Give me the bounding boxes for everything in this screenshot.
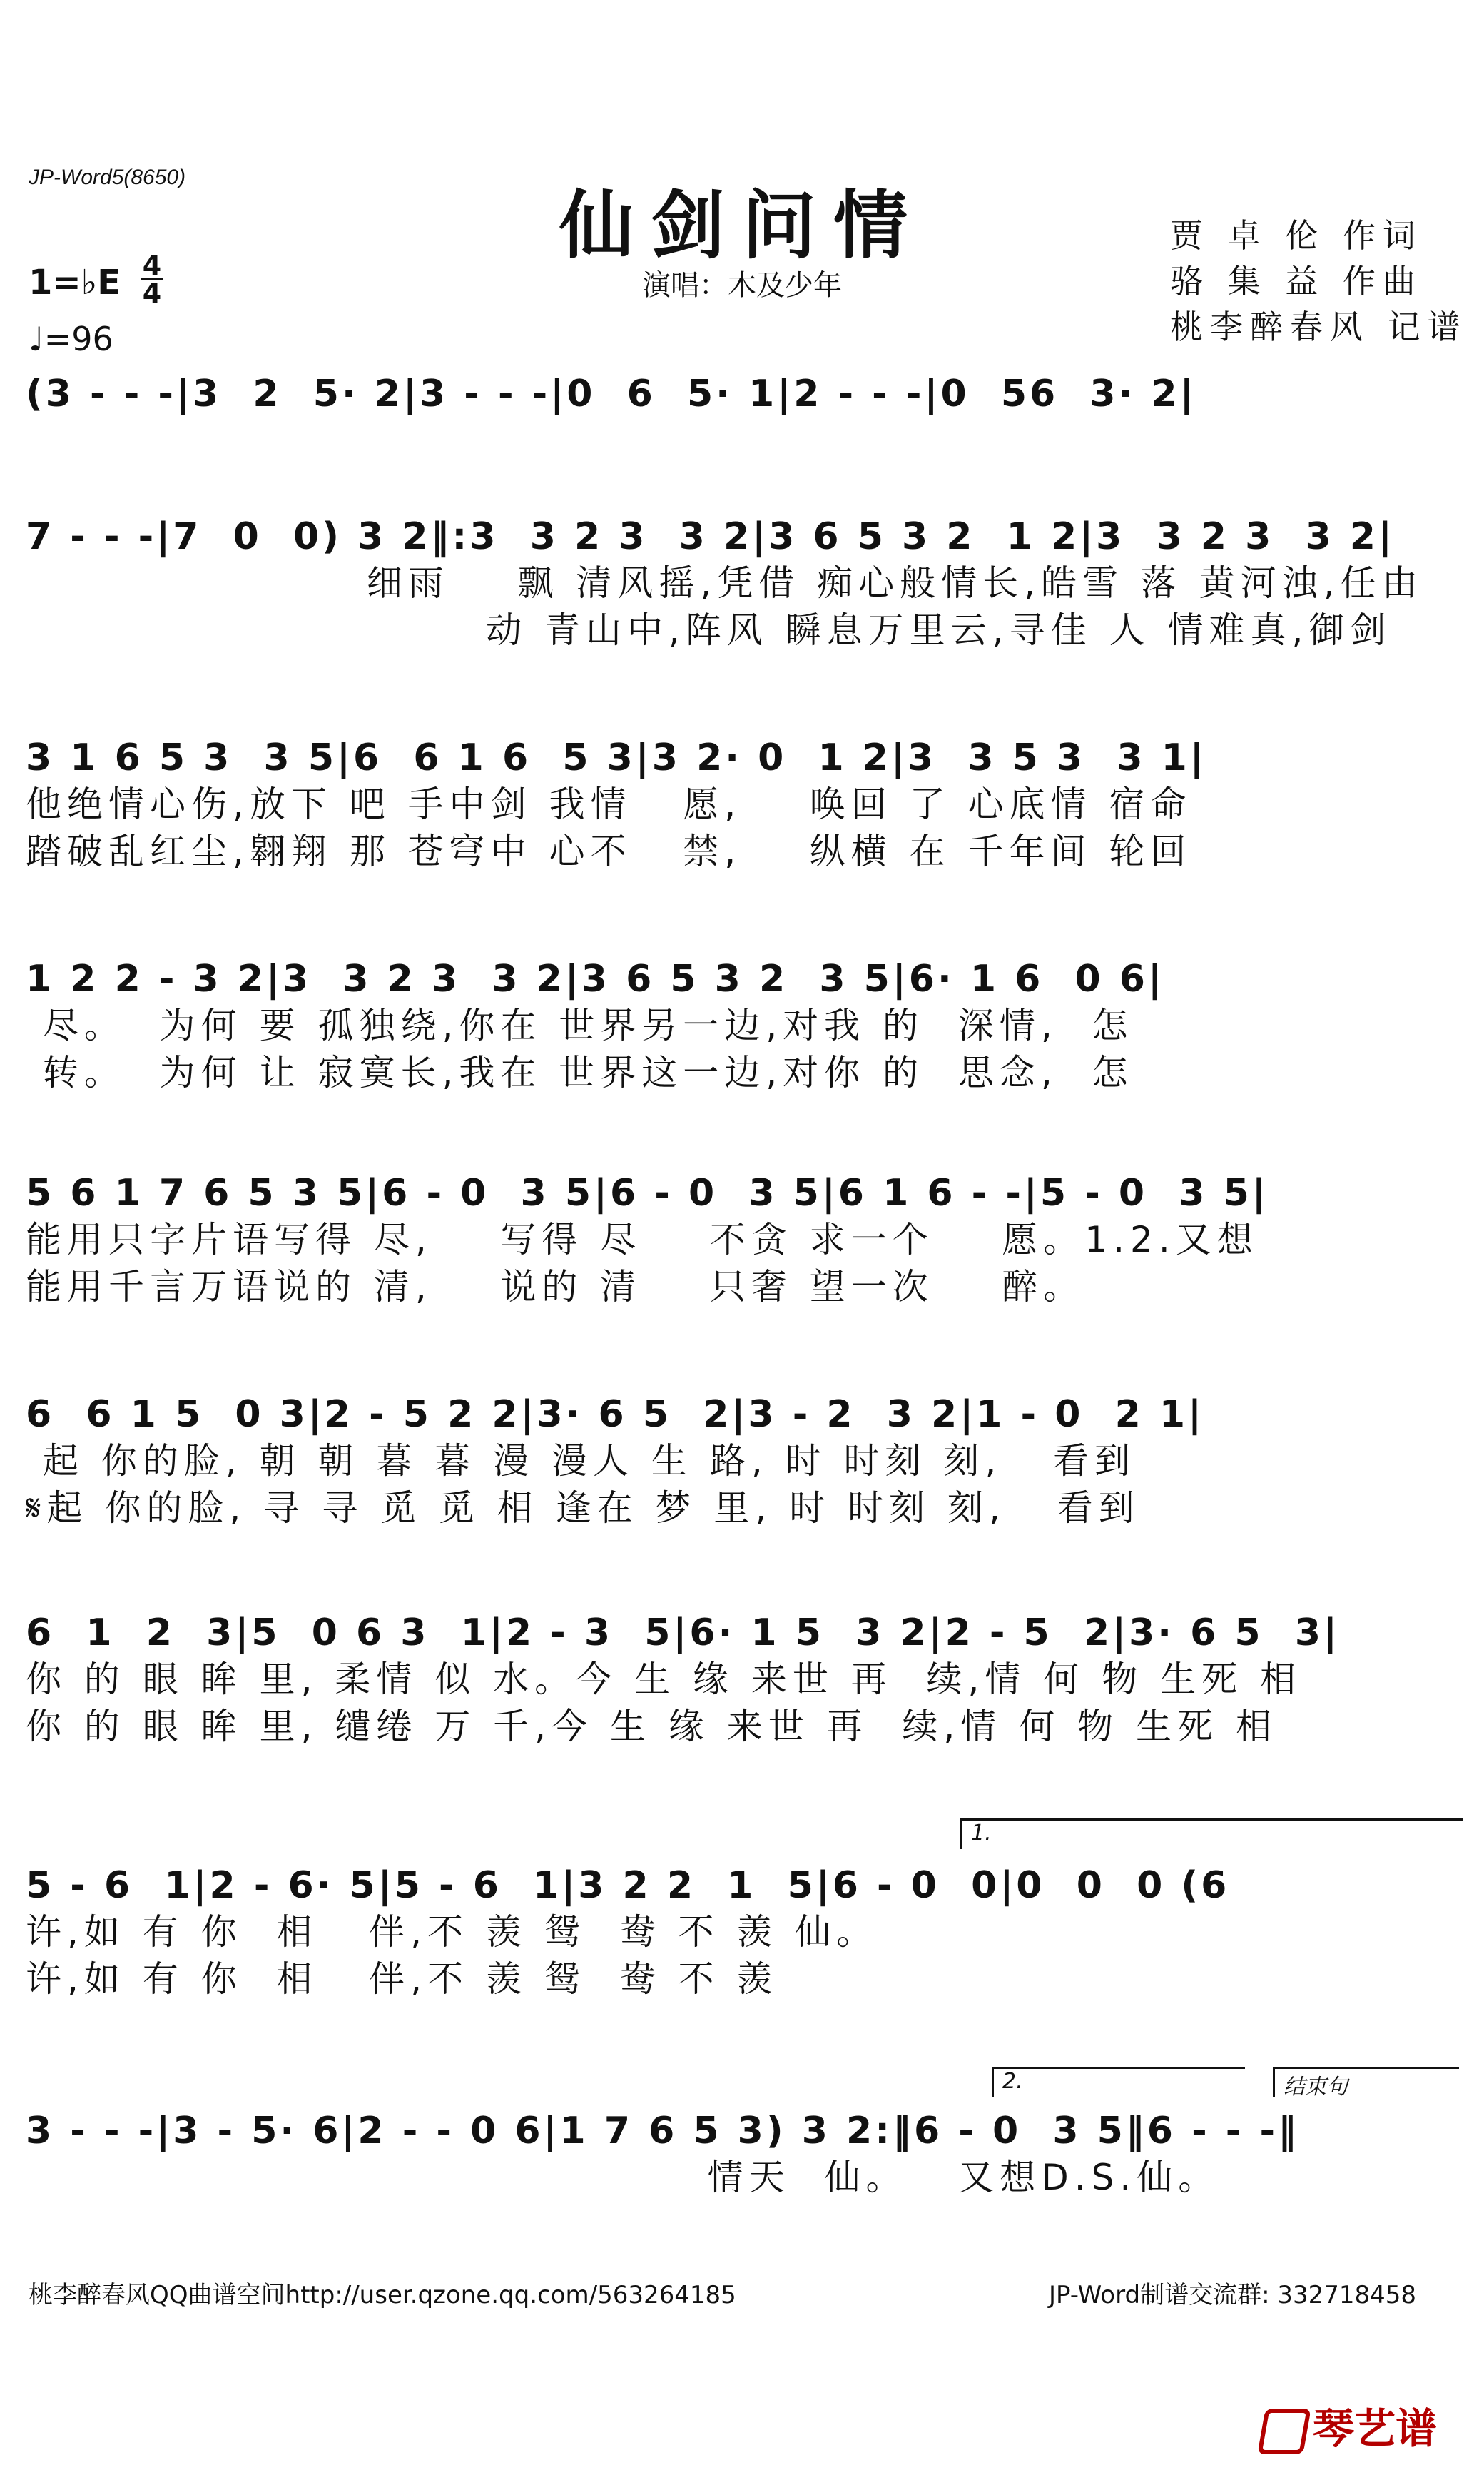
- time-bottom: 4: [142, 278, 162, 309]
- second-ending-bracket: 2.: [992, 2067, 1245, 2097]
- notation-line: 3 - - -|3 - 5· 6|2 - - 0 6|1 7 6 5 3) 3 2:‖6 - 0 3 5‖6 - - -‖: [26, 2110, 1300, 2152]
- score-system-4: [26, 956, 1460, 1096]
- lyric-verse-1: 起 你的脸, 朝 朝 暮 暮 漫 漫人 生 路, 时 时刻 刻, 看到: [26, 1440, 1136, 1482]
- lyric-verse-1: 细雨 飘 清风摇,凭借 痴心般情长,皓雪 落 黄河浊,任由: [26, 562, 1423, 604]
- watermark-text: 琴艺谱: [1313, 2404, 1438, 2453]
- time-top: 4: [142, 250, 162, 281]
- lyric-verse-2: 你 的 眼 眸 里, 缱绻 万 千,今 生 缘 来世 再 续,情 何 物 生死 相: [26, 1706, 1277, 1747]
- score-system-1: [26, 371, 1460, 417]
- lyric-verse-2: 许,如 有 你 相 伴,不 羡 鸳 鸯 不 羡: [26, 1958, 778, 2000]
- footer-source-link: 桃李醉春风QQ曲谱空间http://user.qzone.qq.com/563264185: [29, 2281, 736, 2309]
- lyric-verse-1: 尽。 为何 要 孤独绕,你在 世界另一边,对我 的 深情, 怎: [26, 1005, 1134, 1046]
- software-label: JP-Word5(8650): [29, 166, 186, 189]
- quarter-note-icon: ♩: [29, 320, 44, 358]
- lyric-verse-1: 能用只字片语写得 尽, 写得 尽 不贪 求一个 愿。1.2.又想: [26, 1219, 1259, 1260]
- song-title: 仙剑问情: [559, 181, 925, 269]
- lyric-verse-1: 情天 仙。 又想D.S.仙。: [26, 2157, 1220, 2198]
- first-ending-bracket: 1.: [960, 1818, 1463, 1849]
- lyric-verse-1: 许,如 有 你 相 伴,不 羡 鸳 鸯 不 羡 仙。: [26, 1911, 878, 1953]
- lyric-verse-2: 能用千言万语说的 清, 说的 清 只奢 望一次 醉。: [26, 1266, 1085, 1307]
- footer-group-info: JP-Word制谱交流群: 332718458: [1049, 2281, 1417, 2309]
- notation-line: 7 - - -|7 0 0) 3 2‖:3 3 2 3 3 2|3 6 5 3 2 1 2|3 3 2 3 3 2|: [26, 515, 1395, 558]
- tempo-value: =96: [44, 320, 113, 358]
- notation-line: 6 6 1 5 0 3|2 - 5 2 2|3· 6 5 2|3 - 2 3 2|1 - 0 2 1|: [26, 1393, 1205, 1436]
- score-system-8: [26, 1863, 1460, 2003]
- notation-line: 3 1 6 5 3 3 5|6 6 1 6 5 3|3 2· 0 1 2|3 3 5 3 3 1|: [26, 737, 1206, 779]
- notation-line: 1 2 2 - 3 2|3 3 2 3 3 2|3 6 5 3 2 3 5|6· 1 6 0 6|: [26, 958, 1164, 1001]
- score-system-7: [26, 1610, 1460, 1750]
- score-system-3: [26, 735, 1460, 875]
- notation-line: (3 - - -|3 2 5· 2|3 - - -|0 6 5· 1|2 - - -|0 56 3· 2|: [26, 373, 1196, 415]
- tempo-mark: [29, 320, 113, 358]
- logo-mark-icon: [1257, 2409, 1311, 2454]
- lyric-verse-2: 动 青山中,阵风 瞬息万里云,寻佳 人 情难真,御剑: [26, 609, 1392, 651]
- lyric-verse-2: 踏破乱红尘,翱翔 那 苍穹中 心不 禁, 纵横 在 千年间 轮回: [26, 831, 1192, 872]
- score-system-2: [26, 514, 1460, 654]
- key-signature: 1=♭E: [29, 263, 121, 303]
- lyric-verse-2: 𝄋起 你的脸, 寻 寻 觅 觅 相 逢在 梦 里, 时 时刻 刻, 看到: [26, 1487, 1140, 1529]
- lyric-verse-2: 转。 为何 让 寂寞长,我在 世界这一边,对你 的 思念, 怎: [26, 1052, 1134, 1093]
- score-system-6: [26, 1392, 1460, 1532]
- watermark-logo: [1261, 2395, 1437, 2455]
- notation-line: 5 - 6 1|2 - 6· 5|5 - 6 1|3 2 2 1 5|6 - 0 0|0 0 0 (6: [26, 1864, 1230, 1907]
- time-signature: [141, 250, 163, 309]
- lyric-verse-1: 他绝情心伤,放下 吧 手中剑 我情 愿, 唤回 了 心底情 宿命: [26, 784, 1192, 825]
- notation-line: 5 6 1 7 6 5 3 5|6 - 0 3 5|6 - 0 3 5|6 1 6 - -|5 - 0 3 5|: [26, 1172, 1269, 1215]
- ending-phrase-bracket: 结束句: [1273, 2067, 1459, 2097]
- singer-label: 演唱：木及少年: [642, 269, 842, 302]
- notation-line: 6 1 2 3|5 0 6 3 1|2 - 3 5|6· 1 5 3 2|2 - 5 2|3· 6 5 3|: [26, 1611, 1340, 1654]
- credits-block: 贾 卓 伦 作词 骆 集 益 作曲 桃李醉春风 记谱: [1170, 216, 1468, 346]
- lyric-verse-1: 你 的 眼 眸 里, 柔情 似 水。今 生 缘 来世 再 续,情 何 物 生死 相: [26, 1659, 1301, 1700]
- score-system-5: [26, 1170, 1460, 1310]
- score-system-9: [26, 2108, 1460, 2201]
